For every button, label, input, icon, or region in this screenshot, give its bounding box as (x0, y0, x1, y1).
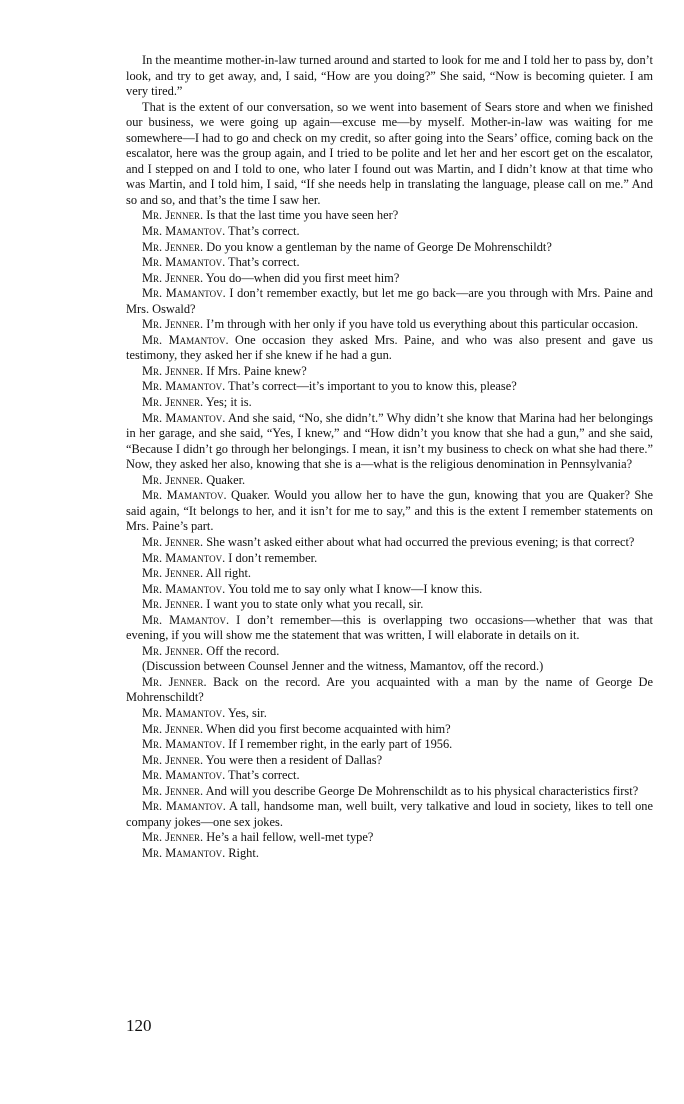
speaker-label: Mr. Mamantov. (142, 488, 227, 503)
transcript-paragraph (126, 799, 653, 830)
paragraph-text: Back on the record. Are you acquainted with a man by the name of George De Mohrenschildt? (126, 674, 653, 705)
transcript-paragraph (126, 675, 653, 706)
speaker-label: Mr. Jenner. (142, 674, 207, 689)
transcript-paragraph (126, 411, 653, 473)
transcript-paragraph (126, 271, 653, 287)
speaker-label: Mr. Jenner. (142, 534, 204, 549)
speaker-label: Mr. Mamantov. (142, 705, 226, 720)
transcript-paragraph (126, 613, 653, 644)
speaker-label: Mr. Jenner. (142, 783, 204, 798)
transcript-paragraph (126, 768, 653, 784)
paragraph-text: She wasn’t asked either about what had occurred the previous evening; is that correct? (206, 534, 635, 549)
speaker-label: Mr. Jenner. (142, 395, 204, 410)
paragraph-text: Off the record. (206, 643, 280, 658)
transcript-paragraph (126, 830, 653, 846)
speaker-label: Mr. Jenner. (142, 597, 204, 612)
paragraph-text: If I remember right, in the early part of 1956. (228, 737, 453, 752)
paragraph-text: That’s correct—it’s important to you to know this, please? (228, 379, 517, 394)
speaker-label: Mr. Mamantov. (142, 612, 230, 627)
transcript-paragraph (126, 240, 653, 256)
speaker-label: Mr. Jenner. (142, 317, 204, 332)
paragraph-text: I don’t remember—this is overlapping two occasions—whether that was that evening, if you will show me the statement that was written, I will elaborate in details on it. (126, 612, 653, 643)
speaker-label: Mr. Jenner. (142, 721, 204, 736)
speaker-label: Mr. Mamantov. (142, 410, 226, 425)
transcript-paragraph (126, 737, 653, 753)
transcript-body (126, 53, 653, 861)
speaker-label: Mr. Mamantov. (142, 379, 226, 394)
speaker-label: Mr. Jenner. (142, 830, 204, 845)
speaker-label: Mr. Jenner. (142, 566, 204, 581)
paragraph-text: Yes; it is. (205, 395, 252, 410)
paragraph-text: Do you know a gentleman by the name of George De Mohrenschildt? (206, 239, 552, 254)
paragraph-text: Yes, sir. (227, 705, 267, 720)
transcript-paragraph (126, 53, 653, 100)
paragraph-text: If Mrs. Paine knew? (206, 363, 307, 378)
paragraph-text: That’s correct. (228, 768, 300, 783)
transcript-paragraph (126, 364, 653, 380)
paragraph-text: One occasion they asked Mrs. Paine, and who was also present and gave us testimony, they asked her if she knew if he had a gun. (126, 332, 653, 363)
paragraph-text: You were then a resident of Dallas? (205, 752, 383, 767)
speaker-label: Mr. Jenner. (142, 472, 204, 487)
speaker-label: Mr. Mamantov. (142, 768, 226, 783)
paragraph-text: You do—when did you first meet him? (205, 270, 400, 285)
paragraph-text: And she said, “No, she didn’t.” Why didn’t she know that Marina had her belongings in her garage, and she said, “Yes, I knew,” and “How didn’t you know that she had a gun,” and she said, “Because I didn’t go through her belongings. I mean, it isn’t my business to check on what she had there.” Now, they asked her also, knowing that she is a—what is the religious denomination in Pennsylvania? (126, 410, 654, 472)
transcript-paragraph (126, 224, 653, 240)
speaker-label: Mr. Mamantov. (142, 581, 226, 596)
transcript-paragraph (126, 255, 653, 271)
transcript-paragraph (126, 379, 653, 395)
transcript-paragraph (126, 488, 653, 535)
speaker-label: Mr. Mamantov. (142, 550, 226, 565)
transcript-paragraph (126, 582, 653, 598)
transcript-paragraph (126, 535, 653, 551)
speaker-label: Mr. Jenner. (142, 208, 204, 223)
paragraph-text: He’s a hail fellow, well-met type? (206, 830, 374, 845)
speaker-label: Mr. Mamantov. (142, 255, 226, 270)
paragraph-text: Is that the last time you have seen her? (206, 208, 399, 223)
paragraph-text: That’s correct. (228, 224, 300, 239)
transcript-paragraph (126, 722, 653, 738)
transcript-paragraph (126, 286, 653, 317)
transcript-paragraph (126, 846, 653, 862)
speaker-label: Mr. Mamantov. (142, 737, 226, 752)
paragraph-text: I’m through with her only if you have told us everything about this particular occasion. (206, 317, 639, 332)
page-number: 120 (126, 1016, 152, 1035)
paragraph-text: I want you to state only what you recall, sir. (206, 597, 424, 612)
speaker-label: Mr. Mamantov. (142, 332, 229, 347)
speaker-label: Mr. Jenner. (142, 752, 204, 767)
paragraph-text: A tall, handsome man, well built, very talkative and loud in society, likes to tell one company jokes—one sex jokes. (126, 799, 653, 829)
paragraph-text: That is the extent of our conversation, so we went into basement of Sears store and when we finished our business, we were going up again—excuse me—by myself. Mother-in-law was waiting for me somewhere—I had to go and check on my credit, so after going into the Sears’ office, coming back on the escalator, here was the group again, and I tried to be polite and let her and her escort get on the escalator, and I stepped on and I told to one, who later I found out was Martin, and I didn’t know at that time who was Martin, and I told him, I said, “If she needs help in translating the language, please call on me.” And so and so, and that’s the time I saw her. (126, 99, 653, 207)
paragraph-text: Quaker. Would you allow her to have the gun, knowing that you are Quaker? She said again, “It belongs to her, and it isn’t for me to say,” and this is the extent I remember statements on Mrs. Paine’s part. (126, 488, 653, 534)
transcript-paragraph (126, 753, 653, 769)
transcript-paragraph (126, 706, 653, 722)
speaker-label: Mr. Jenner. (142, 363, 204, 378)
transcript-paragraph (126, 784, 653, 800)
transcript-paragraph (126, 644, 653, 660)
paragraph-text: When did you first become acquainted with him? (206, 721, 451, 736)
transcript-paragraph (126, 473, 653, 489)
transcript-paragraph (126, 317, 653, 333)
speaker-label: Mr. Jenner. (142, 239, 204, 254)
transcript-paragraph (126, 395, 653, 411)
paragraph-text: In the meantime mother-in-law turned around and started to look for me and I told her to pass by, don’t look, and try to get away, and, I said, “How are you doing?” She said, “Now is becoming quieter. I am very tired.” (126, 53, 653, 99)
paragraph-text: I don’t remember. (228, 550, 318, 565)
paragraph-text: That’s correct. (228, 255, 300, 270)
transcript-paragraph (126, 100, 653, 209)
speaker-label: Mr. Mamantov. (142, 799, 226, 814)
speaker-label: Mr. Jenner. (142, 270, 204, 285)
speaker-label: Mr. Mamantov. (142, 286, 226, 301)
paragraph-text: And will you describe George De Mohrenschildt as to his physical characteristics first? (205, 783, 639, 798)
transcript-paragraph (126, 659, 653, 675)
paragraph-text: (Discussion between Counsel Jenner and the witness, Mamantov, off the record.) (142, 659, 544, 674)
paragraph-text: Quaker. (206, 472, 246, 487)
speaker-label: Mr. Mamantov. (142, 224, 226, 239)
transcript-paragraph (126, 551, 653, 567)
paragraph-text: I don’t remember exactly, but let me go back—are you through with Mrs. Paine and Mrs. Oswald? (126, 286, 653, 316)
transcript-paragraph (126, 333, 653, 364)
paragraph-text: All right. (205, 566, 251, 581)
transcript-paragraph (126, 566, 653, 582)
paragraph-text: You told me to say only what I know—I know this. (227, 581, 483, 596)
speaker-label: Mr. Mamantov. (142, 845, 226, 860)
speaker-label: Mr. Jenner. (142, 643, 204, 658)
transcript-paragraph (126, 208, 653, 224)
paragraph-text: Right. (228, 845, 259, 860)
transcript-paragraph (126, 597, 653, 613)
